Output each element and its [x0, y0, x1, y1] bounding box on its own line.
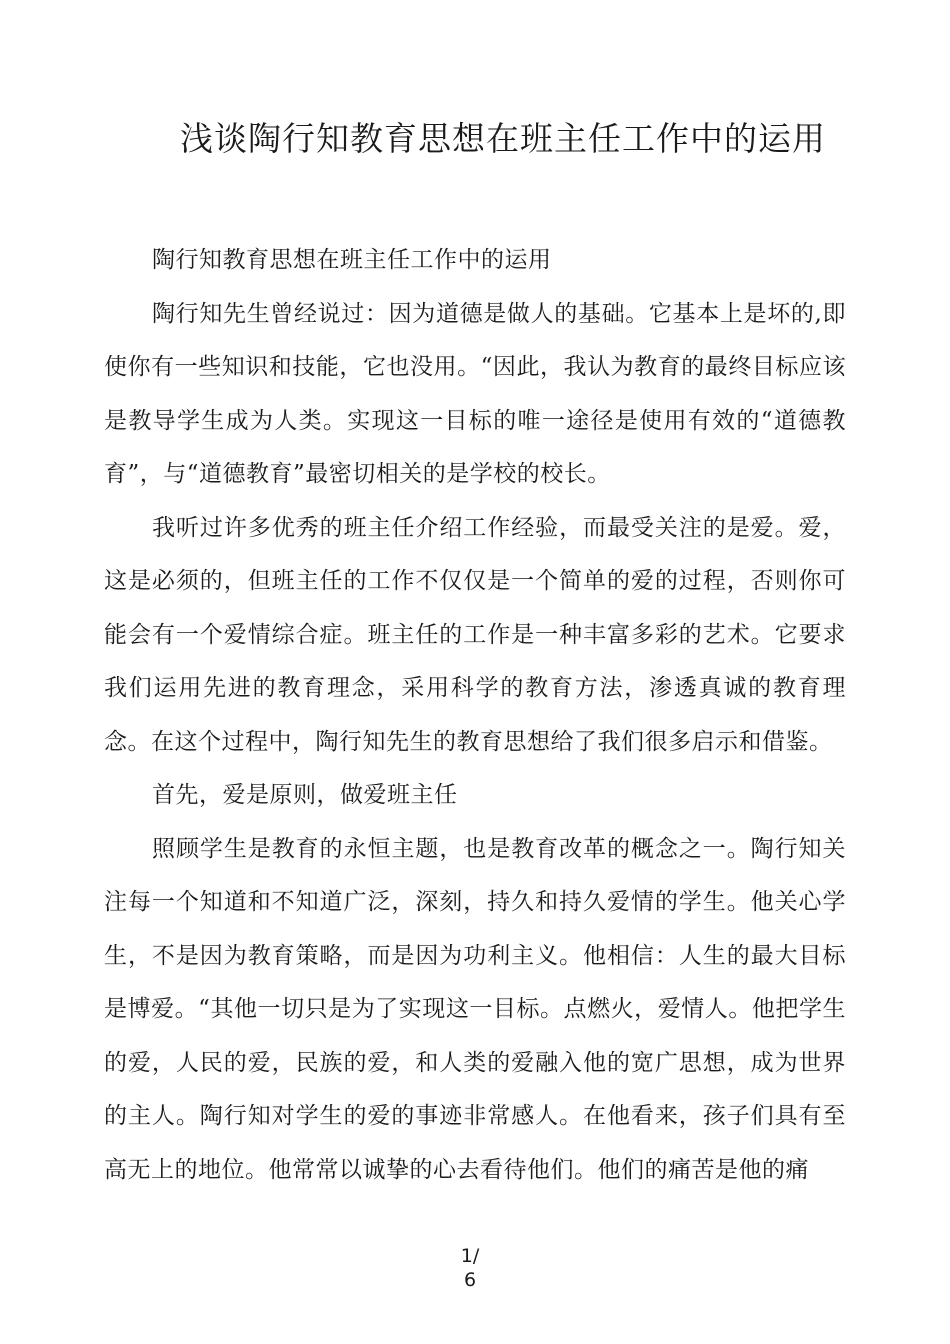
paragraph-heading-1: 首先，爱是原则，做爱班主任: [152, 782, 458, 808]
paragraph-3: 照顾学生是教育的永恒主题，也是教育改革的概念之一。陶行知关注每一个知道和不知道广泛，深刻，持久和持久爱情的学生。他关心学生，不是因为教育策略，而是因为功利主义。他相信：人生的最大目标是博爱。“其他一切只是为了实现这一目标。点燃火，爱情人。他把学生的爱，人民的爱，民族的爱，和人类的爱融入他的宽广思想，成为世界的主人。陶行知对学生的爱的事迹非常感人。在他看来，孩子们具有至高无上的地位。他常常以诚挚的心去看待他们。他们的痛苦是他的痛: [104, 835, 846, 1183]
paragraph-subtitle: 陶行知教育思想在班主任工作中的运用: [152, 247, 552, 273]
paragraph-2: 我听过许多优秀的班主任介绍工作经验，而最受关注的是爱。爱，这是必须的，但班主任的工作不仅仅是一个简单的爱的过程，否则你可能会有一个爱情综合症。班主任的工作是一种丰富多彩的艺术。它要求我们运用先进的教育理念，采用科学的教育方法，渗透真诚的教育理念。在这个过程中，陶行知先生的教育思想给了我们很多启示和借鉴。: [104, 514, 846, 755]
page-number-current: 1/: [460, 1245, 480, 1267]
document-body: [104, 234, 846, 1197]
document-title: 浅谈陶行知教育思想在班主任工作中的运用: [180, 119, 826, 158]
paragraph-1: 陶行知先生曾经说过：因为道德是做人的基础。它基本上是坏的,即使你有一些知识和技能，它也没用。“因此，我认为教育的最终目标应该是教导学生成为人类。实现这一目标的唯一途径是使用有效的“道德教育”，与“道德教育”最密切相关的是学校的校长。: [104, 300, 846, 487]
page-number: [440, 1244, 500, 1292]
page-number-total: 6: [463, 1269, 477, 1291]
